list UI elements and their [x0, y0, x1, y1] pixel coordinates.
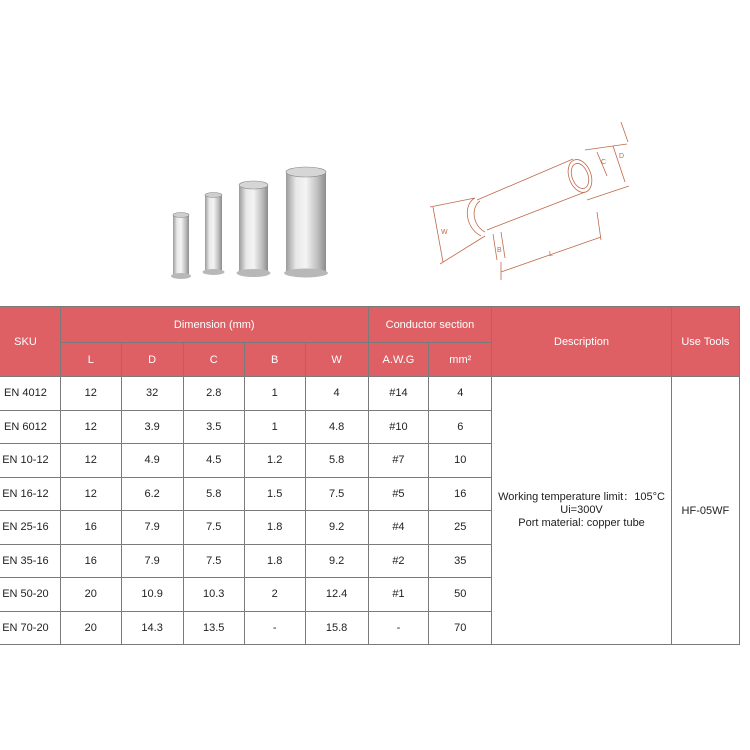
cell-c: 10.3: [183, 578, 244, 612]
cell-awg: #10: [368, 410, 429, 444]
description-temperature: Working temperature limit：105°C: [498, 491, 665, 503]
ferrule-small: [171, 213, 191, 280]
header-c: C: [183, 343, 244, 377]
cell-awg: #7: [368, 444, 429, 478]
cell-awg: #2: [368, 544, 429, 578]
cell-l: 12: [60, 410, 121, 444]
header-mm2: mm²: [429, 343, 492, 377]
cell-w: 5.8: [305, 444, 368, 478]
cell-d: 7.9: [121, 544, 183, 578]
header-sku: SKU: [0, 307, 60, 377]
cell-sku: EN 4012: [0, 377, 60, 411]
cell-d: 6.2: [121, 477, 183, 511]
header-use-tools: Use Tools: [671, 307, 739, 377]
cell-b: 2: [244, 578, 305, 612]
cell-b: -: [244, 611, 305, 645]
cell-c: 13.5: [183, 611, 244, 645]
cell-c: 7.5: [183, 544, 244, 578]
cell-b: 1.5: [244, 477, 305, 511]
cell-mm2: 35: [429, 544, 492, 578]
header-l: L: [60, 343, 121, 377]
cell-l: 20: [60, 611, 121, 645]
cell-c: 2.8: [183, 377, 244, 411]
header-b: B: [244, 343, 305, 377]
header-awg: A.W.G: [368, 343, 429, 377]
header-w: W: [305, 343, 368, 377]
header-description: Description: [492, 307, 671, 377]
cell-c: 5.8: [183, 477, 244, 511]
cell-b: 1.8: [244, 544, 305, 578]
cell-b: 1: [244, 410, 305, 444]
ferrule-dimension-drawing: [425, 112, 635, 287]
use-tools-cell: HF-05WF: [671, 377, 739, 645]
cell-w: 12.4: [305, 578, 368, 612]
cell-w: 9.2: [305, 544, 368, 578]
header-conductor-section: Conductor section: [368, 307, 492, 343]
cell-b: 1: [244, 377, 305, 411]
cell-mm2: 25: [429, 511, 492, 545]
description-cell: [492, 377, 671, 645]
cell-awg: -: [368, 611, 429, 645]
ferrule-medium-small: [203, 193, 225, 276]
ferrule-spec-table: [0, 306, 740, 645]
cell-sku: EN 50-20: [0, 578, 60, 612]
cell-d: 7.9: [121, 511, 183, 545]
cell-sku: EN 35-16: [0, 544, 60, 578]
cell-mm2: 50: [429, 578, 492, 612]
cell-mm2: 6: [429, 410, 492, 444]
cell-w: 15.8: [305, 611, 368, 645]
cell-awg: #5: [368, 477, 429, 511]
ferrule-large: [284, 167, 328, 278]
drawing-label-l: L: [549, 251, 553, 258]
table-row: [0, 377, 740, 411]
cell-mm2: 16: [429, 477, 492, 511]
cell-sku: EN 25-16: [0, 511, 60, 545]
cell-d: 4.9: [121, 444, 183, 478]
cell-b: 1.8: [244, 511, 305, 545]
cell-w: 4.8: [305, 410, 368, 444]
description-voltage: Ui=300V: [560, 504, 603, 516]
header-d: D: [121, 343, 183, 377]
cell-l: 20: [60, 578, 121, 612]
cell-sku: EN 10-12: [0, 444, 60, 478]
cell-w: 7.5: [305, 477, 368, 511]
drawing-label-d: D: [619, 153, 625, 160]
cell-awg: #4: [368, 511, 429, 545]
cell-l: 12: [60, 377, 121, 411]
cell-d: 14.3: [121, 611, 183, 645]
cell-awg: #14: [368, 377, 429, 411]
cell-d: 10.9: [121, 578, 183, 612]
cell-l: 16: [60, 511, 121, 545]
ferrule-product-photo: [160, 160, 350, 280]
cell-c: 4.5: [183, 444, 244, 478]
cell-mm2: 10: [429, 444, 492, 478]
cell-l: 16: [60, 544, 121, 578]
cell-mm2: 70: [429, 611, 492, 645]
cell-w: 9.2: [305, 511, 368, 545]
drawing-label-w: W: [441, 229, 448, 236]
cell-c: 7.5: [183, 511, 244, 545]
cell-d: 3.9: [121, 410, 183, 444]
cell-mm2: 4: [429, 377, 492, 411]
cell-w: 4: [305, 377, 368, 411]
cell-b: 1.2: [244, 444, 305, 478]
cell-sku: EN 6012: [0, 410, 60, 444]
cell-c: 3.5: [183, 410, 244, 444]
cell-d: 32: [121, 377, 183, 411]
cell-sku: EN 16-12: [0, 477, 60, 511]
cell-sku: EN 70-20: [0, 611, 60, 645]
header-dimension: Dimension (mm): [60, 307, 368, 343]
ferrule-medium: [237, 181, 271, 277]
cell-l: 12: [60, 444, 121, 478]
cell-l: 12: [60, 477, 121, 511]
drawing-label-b: B: [497, 247, 502, 254]
cell-awg: #1: [368, 578, 429, 612]
drawing-label-c: C: [601, 159, 607, 166]
description-material: Port material: copper tube: [518, 517, 645, 529]
